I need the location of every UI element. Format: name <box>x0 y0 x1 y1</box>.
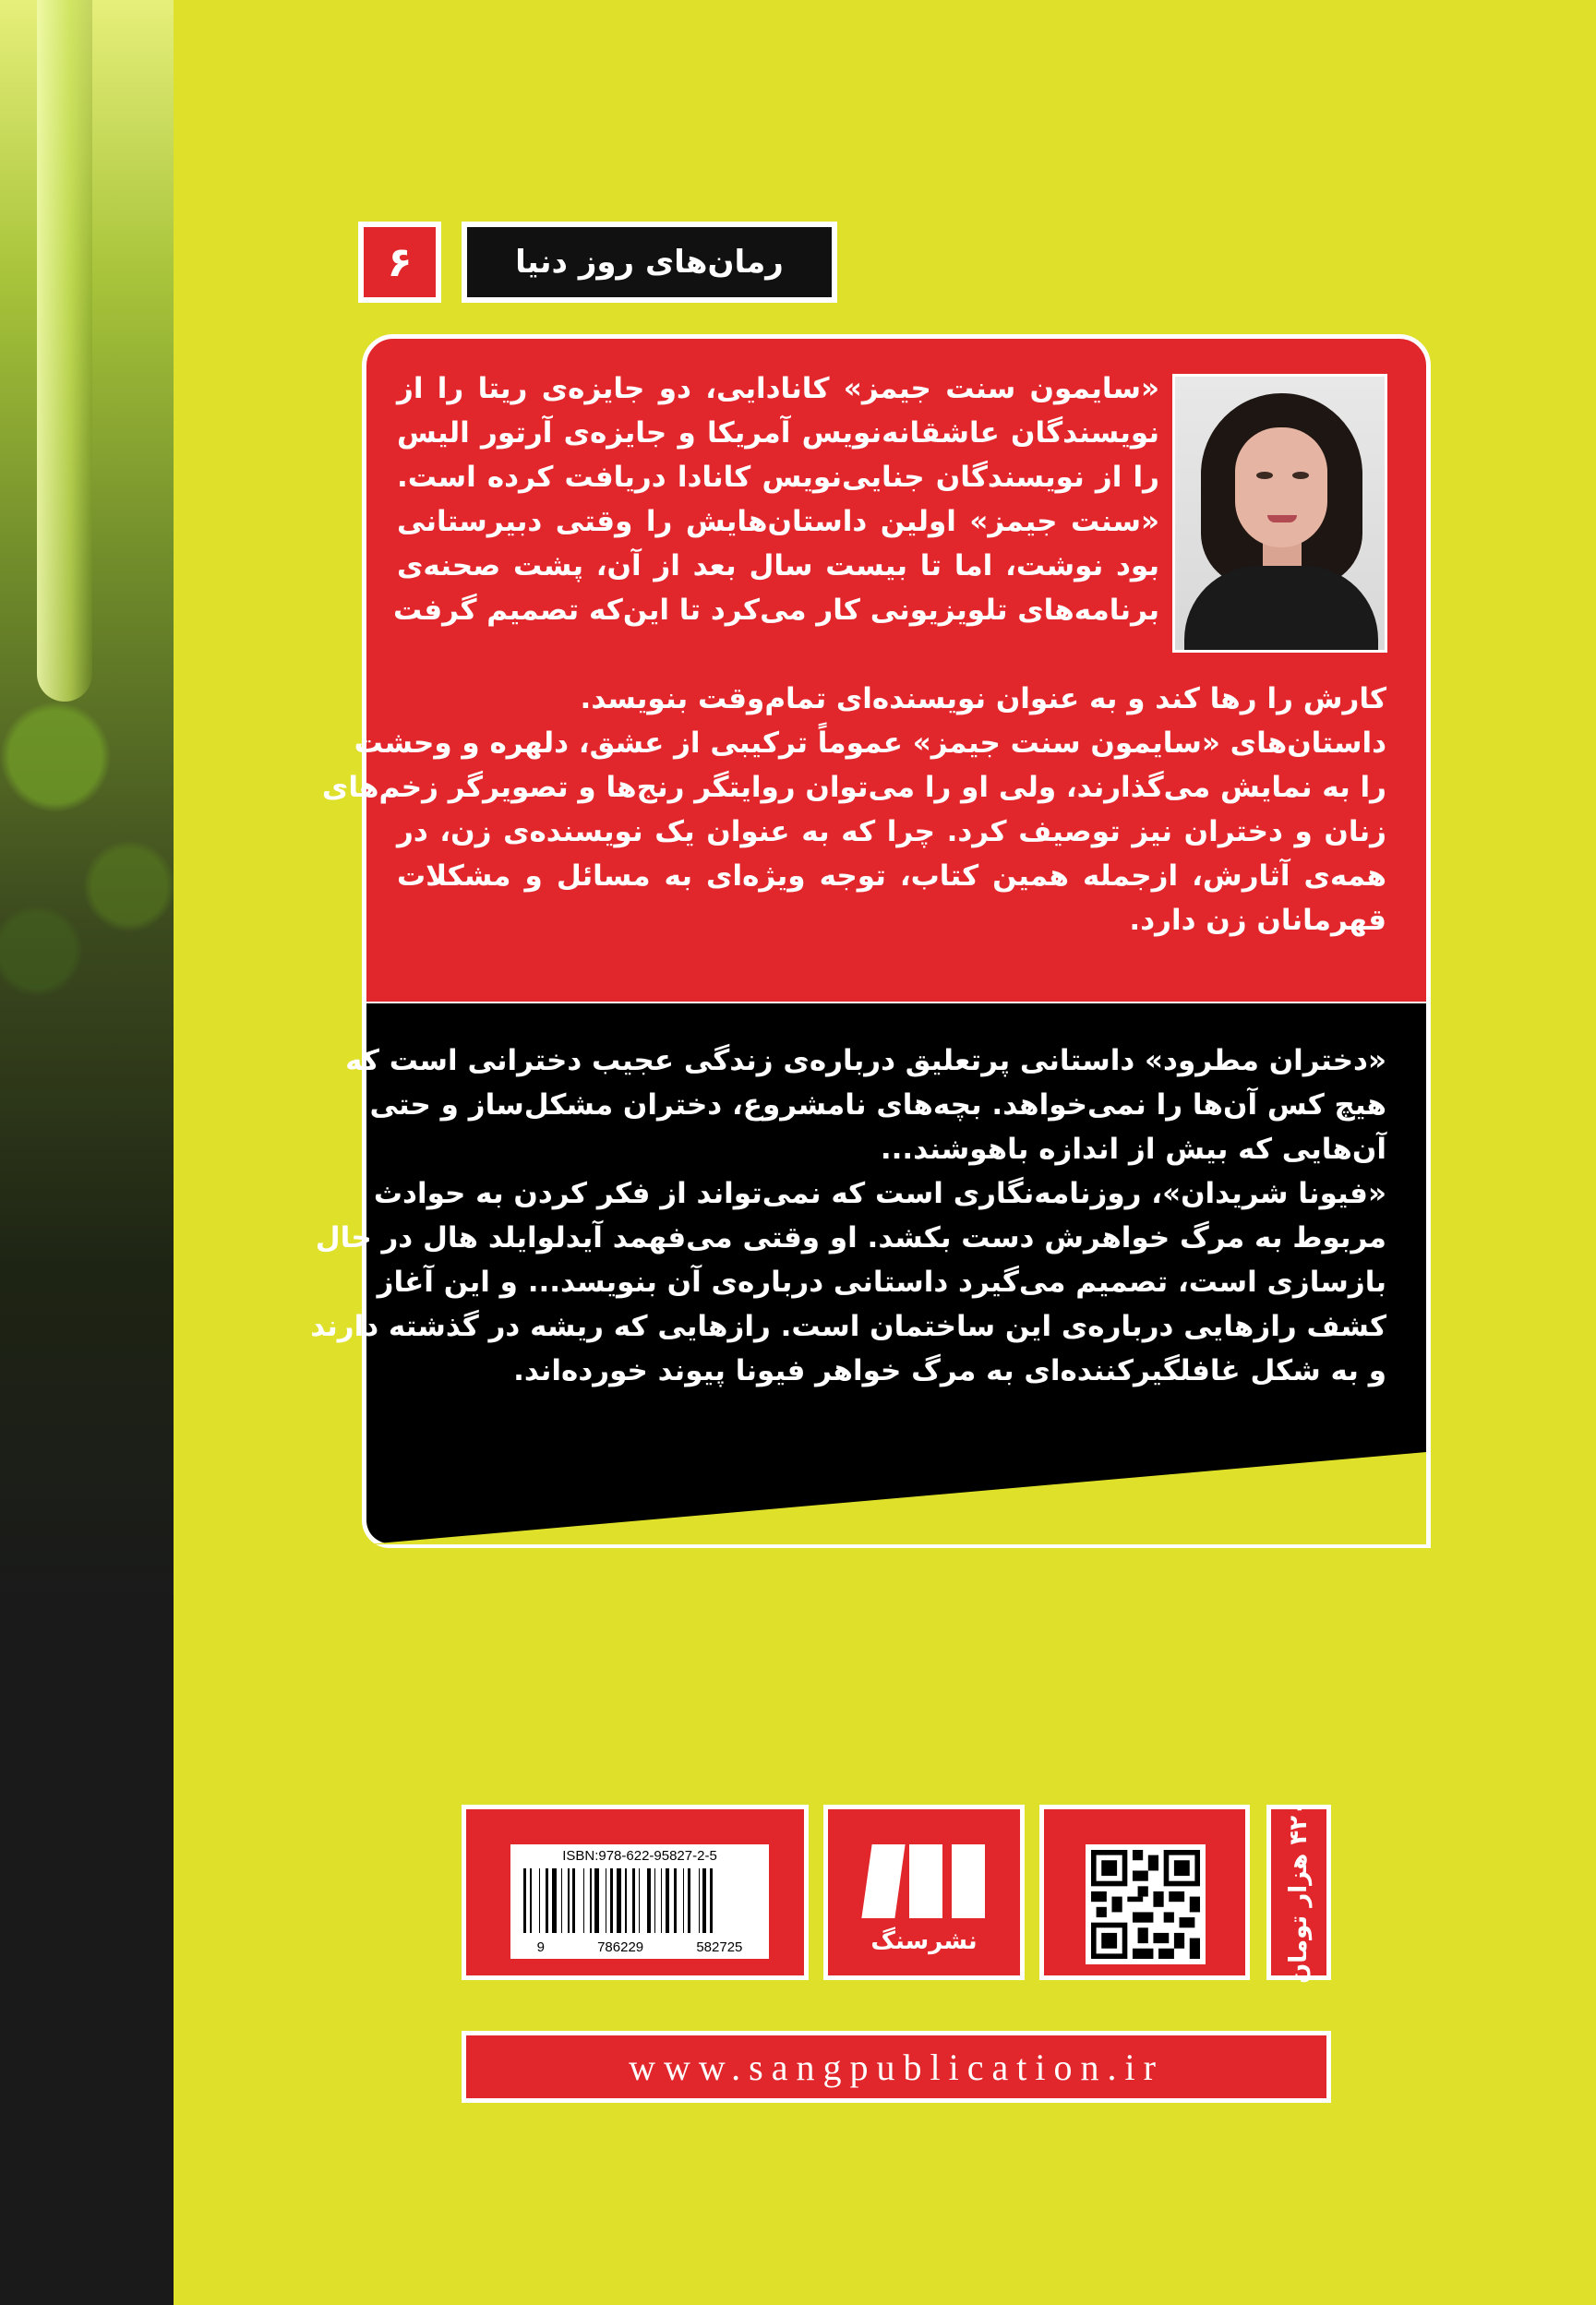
author-bio-text-top <box>393 366 1159 632</box>
barcode-box <box>462 1805 809 1980</box>
synopsis-line: «دختران مطرود» داستانی پرتعلیق درباره‌ی زندگی عجیب دخترانی است که <box>345 1044 1386 1077</box>
bio-line: را از نویسندگان جنایی‌نویس کانادا دریافت کرده است. <box>397 461 1159 494</box>
synopsis-line: آن‌هایی که بیش از اندازه باهوشند... <box>880 1133 1386 1166</box>
barcode-bar <box>632 1868 635 1933</box>
bio-line: برنامه‌های تلویزیونی کار می‌کرد تا این‌که تصمیم گرفت <box>393 594 1159 627</box>
bio-line: همه‌ی آثارش، ازجمله همین کتاب، توجه ویژه‌ای به مسائل و مشکلات <box>397 859 1386 893</box>
qr-box <box>1039 1805 1250 1980</box>
spine-forest-image <box>0 0 174 2305</box>
bio-line: زنان و دختران نیز توصیف کرد. چرا که به عنوان یک نویسنده‌ی زن، در <box>397 815 1386 848</box>
barcode-bar <box>661 1868 663 1933</box>
barcode-bar <box>647 1868 650 1933</box>
bio-line: «سنت جیمز» اولین داستان‌هایش را وقتی دبیرستانی <box>397 505 1159 538</box>
isbn-text: ISBN:978-622-95827-2-5 <box>562 1848 717 1864</box>
barcode-bar <box>523 1868 526 1933</box>
barcode-bar <box>639 1868 641 1933</box>
bio-line: کارش را رها کند و به عنوان نویسنده‌ای تمام‌وقت بنویسد. <box>580 682 1386 715</box>
barcode-bar <box>666 1868 670 1933</box>
barcode-bar <box>702 1868 705 1933</box>
barcode-bar <box>606 1868 607 1933</box>
publisher-name: نشرسنگ <box>870 1927 978 1955</box>
barcode-bar <box>699 1868 701 1933</box>
qr-code-icon <box>1086 1844 1206 1964</box>
bio-line: نویسندگان عاشقانه‌نویس آمریکا و جایزه‌ی آرتور الیس <box>397 416 1159 450</box>
barcode-digit-left: 9 <box>536 1939 545 1955</box>
barcode-bar <box>546 1868 548 1933</box>
bio-line: را به نمایش می‌گذارند، ولی او را می‌توان روایتگر رنج‌ها و تصویرگر زخم‌های <box>321 771 1386 804</box>
barcode-bar <box>674 1868 677 1933</box>
synopsis-text <box>310 1038 1386 1393</box>
barcode-digits-mid: 786229 <box>597 1939 644 1955</box>
barcode-bar <box>625 1868 627 1933</box>
synopsis-line: کشف رازهایی درباره‌ی این ساختمان است. رازهایی که ریشه در گذشته دارند <box>310 1310 1386 1343</box>
bio-line: بود نوشت، اما تا بیست سال بعد از آن، پشت صحنه‌ی <box>397 549 1159 582</box>
series-number: ۶ <box>358 222 441 303</box>
price-box <box>1266 1801 1331 1984</box>
barcode-bars <box>523 1868 758 1933</box>
barcode-bar <box>530 1868 532 1933</box>
barcode-bar <box>688 1868 690 1933</box>
barcode-bar <box>572 1868 575 1933</box>
synopsis-line: هیچ کس آن‌ها را نمی‌خواهد. بچه‌های نامشروع، دختران مشکل‌ساز و حتی <box>369 1088 1386 1122</box>
barcode-bar <box>590 1868 592 1933</box>
website-url: www.sangpublication.ir <box>462 2031 1331 2103</box>
bio-line: داستان‌های «سایمون سنت جیمز» عموماً ترکیبی از عشق، دلهره و وحشت <box>354 726 1386 760</box>
barcode-bar <box>594 1868 599 1933</box>
isbn-barcode <box>510 1844 769 1959</box>
barcode-bar <box>561 1868 563 1933</box>
bio-line: قهرمانان زن دارد. <box>1129 904 1386 937</box>
author-photo <box>1172 374 1387 653</box>
barcode-bar <box>617 1868 621 1933</box>
barcode-bar <box>654 1868 656 1933</box>
synopsis-line: «فیونا شریدان»، روزنامه‌نگاری است که نمی‌تواند از فکر کردن به حوادث <box>373 1177 1386 1210</box>
author-bio-text-bottom <box>321 677 1386 942</box>
synopsis-line: و به شکل غافلگیرکننده‌ای به مرگ خواهر فیونا پیوند خورده‌اند. <box>513 1354 1386 1387</box>
synopsis-line: مربوط به مرگ خواهرش دست بکشد. او وقتی می‌فهمد آیدلوایلد هال در حال <box>315 1221 1386 1255</box>
publisher-logo-box <box>823 1805 1025 1980</box>
barcode-bar <box>683 1868 685 1933</box>
publisher-logo-icon <box>867 1844 987 1918</box>
barcode-bar <box>568 1868 570 1933</box>
barcode-bar <box>710 1868 713 1933</box>
barcode-bar <box>539 1868 541 1933</box>
synopsis-line: بازسازی است، تصمیم می‌گیرد داستانی درباره‌ی آن بنویسد... و این آغاز <box>377 1266 1386 1299</box>
barcode-digits-right: 582725 <box>696 1939 743 1955</box>
barcode-bar <box>583 1868 585 1933</box>
series-title: رمان‌های روز دنیا <box>462 222 837 303</box>
bio-line: «سایمون سنت جیمز» کانادایی، دو جایزه‌ی ریتا را از <box>397 372 1159 405</box>
price-text: ۴۲۰ هزار تومان <box>1285 1801 1313 1984</box>
barcode-bar <box>610 1868 613 1933</box>
barcode-bar <box>552 1868 557 1933</box>
tree-trunk <box>37 0 92 702</box>
foliage <box>0 646 174 1015</box>
